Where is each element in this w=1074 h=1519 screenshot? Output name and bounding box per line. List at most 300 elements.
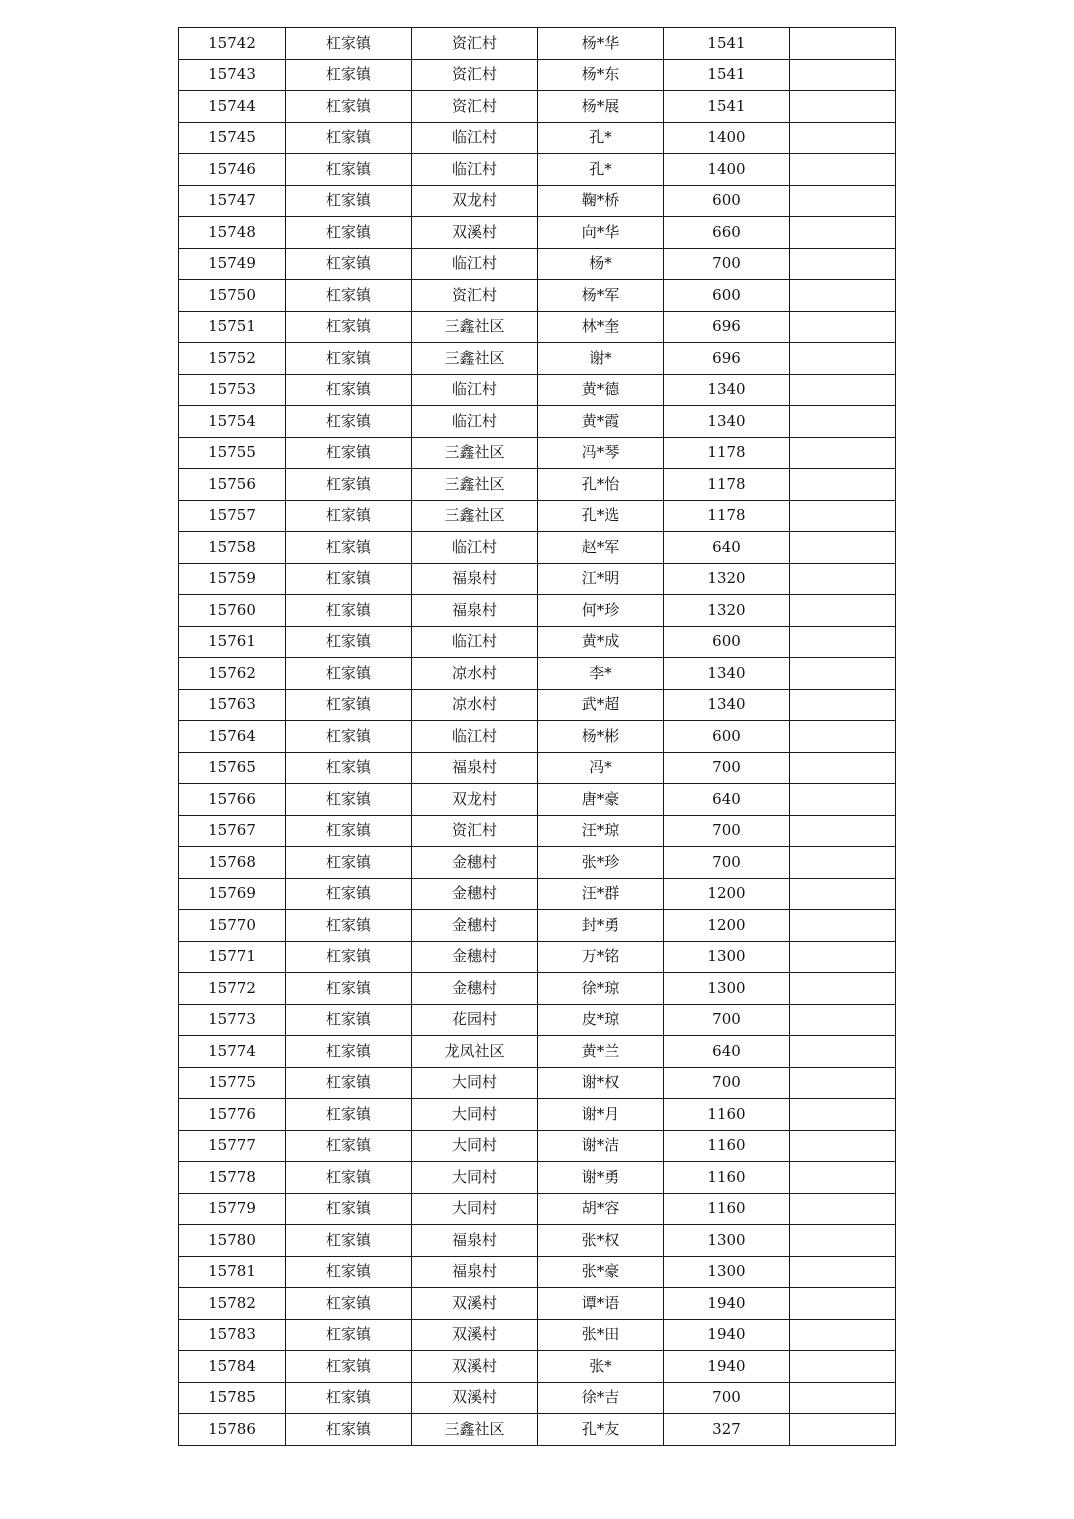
village-cell: 临江村	[412, 248, 538, 280]
note-cell	[790, 1414, 896, 1446]
amount-cell: 1340	[664, 689, 790, 721]
row-number-cell: 15753	[179, 374, 286, 406]
name-cell: 谢*	[538, 343, 664, 375]
note-cell	[790, 217, 896, 249]
village-cell: 金穗村	[412, 847, 538, 879]
name-cell: 江*明	[538, 563, 664, 595]
village-cell: 金穗村	[412, 941, 538, 973]
village-cell: 三鑫社区	[412, 311, 538, 343]
table-row	[179, 847, 896, 879]
amount-cell: 1200	[664, 910, 790, 942]
amount-cell: 1178	[664, 469, 790, 501]
village-cell: 福泉村	[412, 1256, 538, 1288]
table-row	[179, 217, 896, 249]
town-cell: 杠家镇	[286, 154, 412, 186]
table-row	[179, 752, 896, 784]
town-cell: 杠家镇	[286, 437, 412, 469]
table-row	[179, 1162, 896, 1194]
town-cell: 杠家镇	[286, 500, 412, 532]
village-cell: 临江村	[412, 406, 538, 438]
table-row	[179, 1130, 896, 1162]
amount-cell: 1160	[664, 1099, 790, 1131]
town-cell: 杠家镇	[286, 1225, 412, 1257]
amount-cell: 700	[664, 847, 790, 879]
table-row	[179, 1414, 896, 1446]
amount-cell: 600	[664, 626, 790, 658]
name-cell: 谢*洁	[538, 1130, 664, 1162]
note-cell	[790, 1193, 896, 1225]
row-number-cell: 15784	[179, 1351, 286, 1383]
town-cell: 杠家镇	[286, 784, 412, 816]
row-number-cell: 15754	[179, 406, 286, 438]
village-cell: 双溪村	[412, 1288, 538, 1320]
amount-cell: 1300	[664, 941, 790, 973]
town-cell: 杠家镇	[286, 563, 412, 595]
name-cell: 林*奎	[538, 311, 664, 343]
amount-cell: 1320	[664, 563, 790, 595]
note-cell	[790, 91, 896, 123]
row-number-cell: 15756	[179, 469, 286, 501]
village-cell: 双龙村	[412, 185, 538, 217]
note-cell	[790, 1099, 896, 1131]
amount-cell: 327	[664, 1414, 790, 1446]
village-cell: 三鑫社区	[412, 1414, 538, 1446]
name-cell: 孔*选	[538, 500, 664, 532]
amount-cell: 1300	[664, 973, 790, 1005]
note-cell	[790, 1319, 896, 1351]
row-number-cell: 15762	[179, 658, 286, 690]
village-cell: 资汇村	[412, 59, 538, 91]
table-row	[179, 1004, 896, 1036]
amount-cell: 1160	[664, 1130, 790, 1162]
village-cell: 临江村	[412, 374, 538, 406]
note-cell	[790, 1351, 896, 1383]
name-cell: 杨*华	[538, 28, 664, 60]
town-cell: 杠家镇	[286, 28, 412, 60]
name-cell: 徐*吉	[538, 1382, 664, 1414]
row-number-cell: 15767	[179, 815, 286, 847]
amount-cell: 1340	[664, 658, 790, 690]
village-cell: 三鑫社区	[412, 343, 538, 375]
note-cell	[790, 248, 896, 280]
town-cell: 杠家镇	[286, 752, 412, 784]
town-cell: 杠家镇	[286, 1099, 412, 1131]
amount-cell: 700	[664, 1004, 790, 1036]
amount-cell: 640	[664, 1036, 790, 1068]
table-row	[179, 815, 896, 847]
note-cell	[790, 1288, 896, 1320]
name-cell: 杨*彬	[538, 721, 664, 753]
town-cell: 杠家镇	[286, 469, 412, 501]
note-cell	[790, 1225, 896, 1257]
amount-cell: 1160	[664, 1193, 790, 1225]
village-cell: 大同村	[412, 1099, 538, 1131]
note-cell	[790, 910, 896, 942]
amount-cell: 1340	[664, 406, 790, 438]
amount-cell: 640	[664, 532, 790, 564]
town-cell: 杠家镇	[286, 1382, 412, 1414]
amount-cell: 1300	[664, 1256, 790, 1288]
row-number-cell: 15742	[179, 28, 286, 60]
name-cell: 黄*霞	[538, 406, 664, 438]
village-cell: 凉水村	[412, 658, 538, 690]
village-cell: 三鑫社区	[412, 469, 538, 501]
town-cell: 杠家镇	[286, 1351, 412, 1383]
table-row	[179, 185, 896, 217]
village-cell: 福泉村	[412, 595, 538, 627]
table-row	[179, 1288, 896, 1320]
row-number-cell: 15761	[179, 626, 286, 658]
village-cell: 双溪村	[412, 1351, 538, 1383]
name-cell: 孔*	[538, 154, 664, 186]
table-row	[179, 1382, 896, 1414]
amount-cell: 1541	[664, 28, 790, 60]
table-row	[179, 500, 896, 532]
note-cell	[790, 941, 896, 973]
note-cell	[790, 973, 896, 1005]
name-cell: 万*铭	[538, 941, 664, 973]
amount-cell: 1940	[664, 1288, 790, 1320]
row-number-cell: 15749	[179, 248, 286, 280]
table-row	[179, 1193, 896, 1225]
name-cell: 谢*月	[538, 1099, 664, 1131]
village-cell: 资汇村	[412, 815, 538, 847]
village-cell: 资汇村	[412, 280, 538, 312]
row-number-cell: 15759	[179, 563, 286, 595]
amount-cell: 1400	[664, 122, 790, 154]
village-cell: 大同村	[412, 1067, 538, 1099]
table-row	[179, 1225, 896, 1257]
note-cell	[790, 28, 896, 60]
amount-cell: 1320	[664, 595, 790, 627]
note-cell	[790, 311, 896, 343]
name-cell: 黄*成	[538, 626, 664, 658]
table-row	[179, 406, 896, 438]
name-cell: 李*	[538, 658, 664, 690]
table-row	[179, 1256, 896, 1288]
name-cell: 张*珍	[538, 847, 664, 879]
amount-cell: 1178	[664, 437, 790, 469]
table-row	[179, 973, 896, 1005]
name-cell: 杨*东	[538, 59, 664, 91]
amount-cell: 1541	[664, 91, 790, 123]
note-cell	[790, 1067, 896, 1099]
note-cell	[790, 1036, 896, 1068]
row-number-cell: 15770	[179, 910, 286, 942]
town-cell: 杠家镇	[286, 1130, 412, 1162]
town-cell: 杠家镇	[286, 1414, 412, 1446]
row-number-cell: 15763	[179, 689, 286, 721]
name-cell: 皮*琼	[538, 1004, 664, 1036]
town-cell: 杠家镇	[286, 1162, 412, 1194]
town-cell: 杠家镇	[286, 1319, 412, 1351]
town-cell: 杠家镇	[286, 595, 412, 627]
amount-cell: 696	[664, 343, 790, 375]
village-cell: 大同村	[412, 1130, 538, 1162]
town-cell: 杠家镇	[286, 280, 412, 312]
row-number-cell: 15779	[179, 1193, 286, 1225]
row-number-cell: 15760	[179, 595, 286, 627]
table-row	[179, 469, 896, 501]
town-cell: 杠家镇	[286, 217, 412, 249]
name-cell: 谢*勇	[538, 1162, 664, 1194]
name-cell: 何*珍	[538, 595, 664, 627]
amount-cell: 1340	[664, 374, 790, 406]
amount-cell: 600	[664, 721, 790, 753]
town-cell: 杠家镇	[286, 532, 412, 564]
name-cell: 谢*权	[538, 1067, 664, 1099]
table-row	[179, 343, 896, 375]
town-cell: 杠家镇	[286, 91, 412, 123]
name-cell: 杨*	[538, 248, 664, 280]
amount-cell: 600	[664, 280, 790, 312]
village-cell: 金穗村	[412, 878, 538, 910]
row-number-cell: 15778	[179, 1162, 286, 1194]
table-row	[179, 784, 896, 816]
name-cell: 张*豪	[538, 1256, 664, 1288]
note-cell	[790, 280, 896, 312]
town-cell: 杠家镇	[286, 910, 412, 942]
town-cell: 杠家镇	[286, 311, 412, 343]
note-cell	[790, 437, 896, 469]
note-cell	[790, 847, 896, 879]
amount-cell: 1940	[664, 1319, 790, 1351]
town-cell: 杠家镇	[286, 815, 412, 847]
row-number-cell: 15757	[179, 500, 286, 532]
roster-table	[178, 27, 896, 1446]
row-number-cell: 15758	[179, 532, 286, 564]
village-cell: 双溪村	[412, 1382, 538, 1414]
row-number-cell: 15751	[179, 311, 286, 343]
town-cell: 杠家镇	[286, 1288, 412, 1320]
village-cell: 资汇村	[412, 91, 538, 123]
note-cell	[790, 532, 896, 564]
table-row	[179, 28, 896, 60]
row-number-cell: 15746	[179, 154, 286, 186]
village-cell: 临江村	[412, 532, 538, 564]
row-number-cell: 15745	[179, 122, 286, 154]
village-cell: 资汇村	[412, 28, 538, 60]
note-cell	[790, 1382, 896, 1414]
row-number-cell: 15755	[179, 437, 286, 469]
village-cell: 大同村	[412, 1162, 538, 1194]
table-row	[179, 1099, 896, 1131]
note-cell	[790, 1130, 896, 1162]
amount-cell: 1541	[664, 59, 790, 91]
row-number-cell: 15776	[179, 1099, 286, 1131]
amount-cell: 700	[664, 1382, 790, 1414]
row-number-cell: 15773	[179, 1004, 286, 1036]
note-cell	[790, 500, 896, 532]
amount-cell: 700	[664, 815, 790, 847]
note-cell	[790, 815, 896, 847]
village-cell: 花园村	[412, 1004, 538, 1036]
town-cell: 杠家镇	[286, 1256, 412, 1288]
village-cell: 双溪村	[412, 1319, 538, 1351]
town-cell: 杠家镇	[286, 1004, 412, 1036]
table-row	[179, 248, 896, 280]
row-number-cell: 15766	[179, 784, 286, 816]
name-cell: 向*华	[538, 217, 664, 249]
name-cell: 冯*	[538, 752, 664, 784]
table-row	[179, 1351, 896, 1383]
name-cell: 孔*	[538, 122, 664, 154]
village-cell: 金穗村	[412, 910, 538, 942]
row-number-cell: 15743	[179, 59, 286, 91]
table-row	[179, 878, 896, 910]
table-row	[179, 91, 896, 123]
note-cell	[790, 878, 896, 910]
village-cell: 凉水村	[412, 689, 538, 721]
town-cell: 杠家镇	[286, 973, 412, 1005]
table-row	[179, 595, 896, 627]
name-cell: 杨*军	[538, 280, 664, 312]
name-cell: 冯*琴	[538, 437, 664, 469]
note-cell	[790, 59, 896, 91]
row-number-cell: 15752	[179, 343, 286, 375]
town-cell: 杠家镇	[286, 1036, 412, 1068]
name-cell: 唐*豪	[538, 784, 664, 816]
town-cell: 杠家镇	[286, 878, 412, 910]
table-row	[179, 280, 896, 312]
village-cell: 临江村	[412, 721, 538, 753]
name-cell: 胡*容	[538, 1193, 664, 1225]
town-cell: 杠家镇	[286, 658, 412, 690]
table-row	[179, 1319, 896, 1351]
row-number-cell: 15748	[179, 217, 286, 249]
note-cell	[790, 154, 896, 186]
row-number-cell: 15777	[179, 1130, 286, 1162]
table-row	[179, 658, 896, 690]
note-cell	[790, 374, 896, 406]
row-number-cell: 15747	[179, 185, 286, 217]
row-number-cell: 15750	[179, 280, 286, 312]
village-cell: 大同村	[412, 1193, 538, 1225]
table-row	[179, 689, 896, 721]
table-row	[179, 563, 896, 595]
row-number-cell: 15774	[179, 1036, 286, 1068]
row-number-cell: 15785	[179, 1382, 286, 1414]
note-cell	[790, 752, 896, 784]
town-cell: 杠家镇	[286, 343, 412, 375]
town-cell: 杠家镇	[286, 721, 412, 753]
name-cell: 杨*展	[538, 91, 664, 123]
row-number-cell: 15764	[179, 721, 286, 753]
village-cell: 三鑫社区	[412, 437, 538, 469]
name-cell: 赵*军	[538, 532, 664, 564]
table-row	[179, 532, 896, 564]
village-cell: 龙凤社区	[412, 1036, 538, 1068]
amount-cell: 1178	[664, 500, 790, 532]
name-cell: 封*勇	[538, 910, 664, 942]
note-cell	[790, 658, 896, 690]
name-cell: 鞠*桥	[538, 185, 664, 217]
amount-cell: 696	[664, 311, 790, 343]
amount-cell: 660	[664, 217, 790, 249]
row-number-cell: 15769	[179, 878, 286, 910]
name-cell: 徐*琼	[538, 973, 664, 1005]
note-cell	[790, 469, 896, 501]
village-cell: 临江村	[412, 122, 538, 154]
note-cell	[790, 343, 896, 375]
amount-cell: 700	[664, 752, 790, 784]
name-cell: 孔*友	[538, 1414, 664, 1446]
note-cell	[790, 406, 896, 438]
amount-cell: 1200	[664, 878, 790, 910]
note-cell	[790, 122, 896, 154]
village-cell: 三鑫社区	[412, 500, 538, 532]
note-cell	[790, 689, 896, 721]
town-cell: 杠家镇	[286, 1067, 412, 1099]
town-cell: 杠家镇	[286, 374, 412, 406]
row-number-cell: 15783	[179, 1319, 286, 1351]
amount-cell: 1300	[664, 1225, 790, 1257]
table-row	[179, 311, 896, 343]
amount-cell: 700	[664, 248, 790, 280]
table-row	[179, 910, 896, 942]
row-number-cell: 15781	[179, 1256, 286, 1288]
village-cell: 福泉村	[412, 563, 538, 595]
village-cell: 福泉村	[412, 752, 538, 784]
town-cell: 杠家镇	[286, 122, 412, 154]
row-number-cell: 15780	[179, 1225, 286, 1257]
amount-cell: 1160	[664, 1162, 790, 1194]
table-row	[179, 941, 896, 973]
name-cell: 黄*德	[538, 374, 664, 406]
table-row	[179, 154, 896, 186]
town-cell: 杠家镇	[286, 185, 412, 217]
name-cell: 谭*语	[538, 1288, 664, 1320]
town-cell: 杠家镇	[286, 626, 412, 658]
amount-cell: 640	[664, 784, 790, 816]
note-cell	[790, 784, 896, 816]
row-number-cell: 15744	[179, 91, 286, 123]
village-cell: 福泉村	[412, 1225, 538, 1257]
table-row	[179, 1067, 896, 1099]
table-row	[179, 122, 896, 154]
table-row	[179, 374, 896, 406]
note-cell	[790, 185, 896, 217]
note-cell	[790, 626, 896, 658]
note-cell	[790, 595, 896, 627]
amount-cell: 700	[664, 1067, 790, 1099]
name-cell: 孔*怡	[538, 469, 664, 501]
table-row	[179, 1036, 896, 1068]
name-cell: 张*田	[538, 1319, 664, 1351]
note-cell	[790, 563, 896, 595]
village-cell: 临江村	[412, 154, 538, 186]
name-cell: 汪*琼	[538, 815, 664, 847]
note-cell	[790, 721, 896, 753]
row-number-cell: 15768	[179, 847, 286, 879]
town-cell: 杠家镇	[286, 248, 412, 280]
town-cell: 杠家镇	[286, 941, 412, 973]
row-number-cell: 15765	[179, 752, 286, 784]
amount-cell: 1940	[664, 1351, 790, 1383]
name-cell: 张*	[538, 1351, 664, 1383]
row-number-cell: 15782	[179, 1288, 286, 1320]
table-row	[179, 626, 896, 658]
row-number-cell: 15775	[179, 1067, 286, 1099]
table-row	[179, 721, 896, 753]
table-row	[179, 59, 896, 91]
note-cell	[790, 1162, 896, 1194]
amount-cell: 1400	[664, 154, 790, 186]
town-cell: 杠家镇	[286, 1193, 412, 1225]
village-cell: 双溪村	[412, 217, 538, 249]
name-cell: 武*超	[538, 689, 664, 721]
table-body	[179, 28, 896, 1446]
